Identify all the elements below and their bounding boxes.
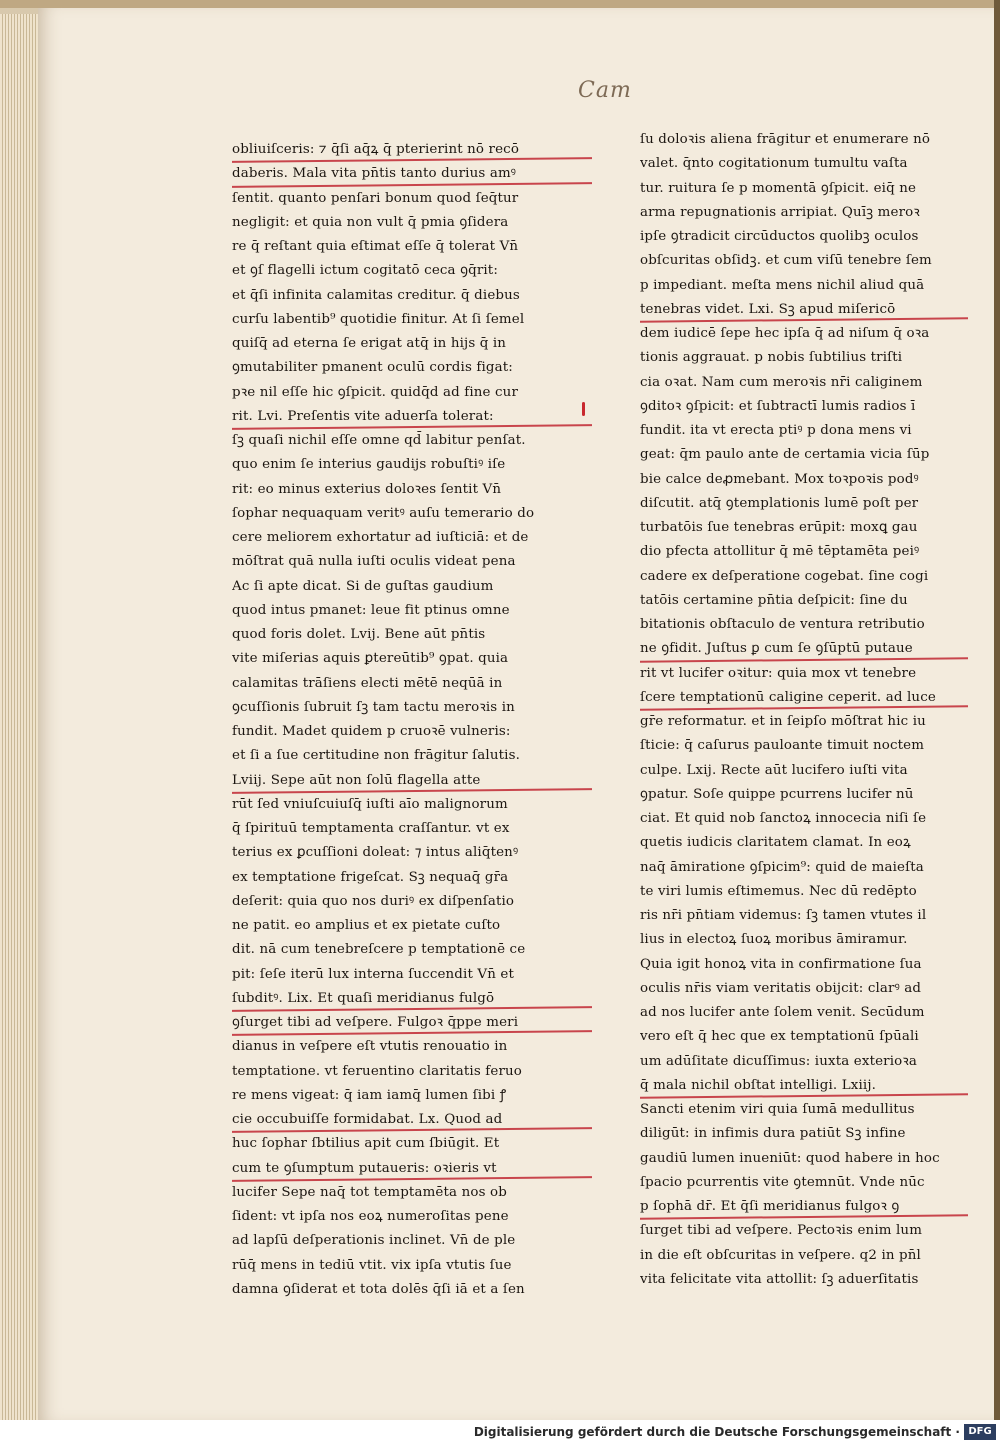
text-line: terius ex ꝑcuſſioni doleat: ⁊ intus aliq̄tenꝰ: [232, 845, 519, 861]
text-line: quo enim ſe interius gaudijs robuſtiꝰ iſe: [232, 457, 506, 473]
text-line: lucifer Sepe naq̄ tot temptamēta nos ob: [232, 1184, 507, 1200]
text-line: ad nos lucifer ante ſolem venit. Secūdum: [640, 1005, 925, 1020]
text-line: dem iudicē ſepe hec ipſa q̄ ad niſum q̄ oꝛa: [640, 326, 930, 341]
text-line: ſcere temptationū caligine ceperit. ad luce: [640, 689, 936, 705]
text-line: gr̄e reformatur. et in ſeipſo mōſtrat hic iu: [640, 714, 926, 729]
text-line: Ac ſi apte dicat. Si de guſtas gaudium: [232, 578, 494, 594]
text-line: ad lapſū deſperationis inclinet. Vn̄ de ple: [232, 1233, 516, 1249]
text-line: quod foris dolet. Lvij. Bene aūt pn̄tis: [232, 627, 486, 642]
text-line: vero eſt q̄ hec que ex temptationū ſpūali: [640, 1029, 919, 1045]
text-line: tatōis certamine pn̄tia deſpicit: ſine du: [640, 592, 908, 608]
text-line: rit. Lvi. Preſentis vite aduerſa tolerat:: [232, 408, 494, 424]
text-line: ſꝫ quaſi nichil eſſe omne qd̄ labitur penſat.: [232, 433, 526, 448]
text-line: pꝛe nil eſſe hic ꝯſpicit. quidq̄d ad fine cur: [232, 384, 519, 400]
footer: [0, 1420, 1000, 1446]
text-line: ꝯditoꝛ ꝯſpicit: et ſubtractī lumis radios ī: [640, 398, 916, 414]
text-line: rūt ſed vniuſcuiuſq̄ iuſti aīo malignorum: [232, 796, 508, 812]
text-line: Lviij. Sepe aūt non ſolū flagella atte: [232, 772, 481, 788]
binding-edge: [994, 0, 1000, 1420]
text-line: ſu doloꝛis aliena frāgitur et enumerare nō: [640, 132, 931, 147]
text-line: te viri lumis eſtimemus. Nec dū redēpto: [640, 883, 917, 899]
text-line: culpe. Lxij. Recte aūt lucifero iuſti vita: [640, 762, 908, 778]
text-line: re q̄ reſtant quia eſtimat eſſe q̄ tolerat Vn̄: [232, 239, 519, 254]
text-line: curſu labentib⁹ quotidie finitur. At ſi ſemel: [232, 311, 525, 327]
text-line: ipſe ꝯtradicit circūductos quolibꝫ oculos: [640, 229, 919, 244]
text-line: diſcutit. atq̄ ꝯtemplationis lumē poſt per: [640, 495, 919, 511]
text-line: cadere ex deſperatione cogebat. ſine cogi: [640, 568, 929, 584]
text-line: daberis. Mala vita pn̄tis tanto durius amꝰ: [232, 166, 517, 182]
dfg-logo: DFG: [964, 1424, 996, 1440]
text-line: ne patit. eo amplius et ex pietate cuſto: [232, 918, 501, 933]
text-line: quetis iudicis claritatem clamat. In eoꝝ: [640, 835, 911, 851]
text-line: obliuiſceris: ⁊ q̄ſi aq̄ꝝ q̄ pterierint nō recō: [232, 142, 520, 157]
text-line: p impediant. meſta mens nichil aliud quā: [640, 277, 925, 293]
text-line: et ꝯſ flagelli ictum cogitatō ceca ꝯq̄rit:: [232, 263, 499, 279]
text-line: ſpacio pcurrentis vite ꝯtemnūt. Vnde nūc: [640, 1174, 925, 1190]
text-line: fundit. Madet quidem p cruoꝛē vulneris:: [232, 724, 511, 739]
text-line: ne ꝯfidit. Juſtus ꝑ cum ſe ꝯſūptū putaue: [640, 641, 913, 657]
text-line: dianus in veſpere eſt vtutis renouatio in: [232, 1039, 508, 1055]
text-line: vita felicitate vita attollit: ſꝫ aduerſitatis: [640, 1271, 919, 1287]
text-line: cia oꝛat. Nam cum meroꝛis nr̄i caliginem: [640, 374, 923, 390]
text-line: pit: ſeſe iterū lux interna ſuccendit Vn̄ et: [232, 966, 515, 982]
text-line: bie calce deꝓmebant. Mox toꝛpoꝛis podꝰ: [640, 471, 919, 487]
text-line: geat: q̄m paulo ante de certamia vicia ſūp: [640, 447, 930, 463]
text-line: rit vt lucifer oꝛitur: quia mox vt tenebre: [640, 665, 917, 681]
text-line: ex temptatione frigeſcat. Sꝫ nequaq̄ gr̄a: [232, 869, 509, 885]
text-line: lius in electoꝝ ſuoꝝ moribus āmiramur.: [640, 932, 908, 948]
text-line: ſentit. quanto penſari bonum quod ſeq̄tur: [232, 190, 519, 206]
text-line: ſubditꝰ. Lix. Et quaſi meridianus fulgō: [232, 990, 495, 1006]
text-line: cum te ꝯſumptum putaueris: oꝛieris vt: [232, 1160, 497, 1176]
page-edges: [0, 14, 40, 1420]
text-line: ciat. Et quid nob ſanctoꝝ innocecia niſi ſe: [640, 811, 927, 826]
text-line: oculis nr̄is viam veritatis obijcit: clarꝰ ad: [640, 980, 922, 996]
text-line: ſident: vt ipſa nos eoꝝ numeroſitas pene: [232, 1209, 509, 1224]
text-line: Quia igit honoꝝ vita in confirmatione ſua: [640, 956, 922, 972]
text-line: arma repugnationis arripiat. Quīꝫ meroꝛ: [640, 204, 920, 220]
right-text-column: [640, 128, 968, 1292]
text-line: diligūt: in infimis dura patiūt Sꝫ infine: [640, 1126, 906, 1142]
text-line: tur. ruitura ſe p momentā ꝯſpicit. eiq̄ ne: [640, 180, 917, 196]
text-line: et q̄ſi infinita calamitas creditur. q̄ diebus: [232, 287, 520, 303]
text-line: turbatōis ſue tenebras erūpit: moxꝗ gau: [640, 520, 918, 535]
text-line: dit. nā cum tenebreſcere p temptationē ce: [232, 942, 526, 958]
text-line: ꝯſurget tibi ad veſpere. Fulgoꝛ q̄ppe meri: [232, 1015, 519, 1030]
text-line: ſurget tibi ad veſpere. Pectoꝛis enim lum: [640, 1223, 923, 1239]
text-line: Sancti etenim viri quia ſumā medullitus: [640, 1102, 915, 1117]
footer-credit: Digitalisierung gefördert durch die Deutsche Forschungsgemeinschaft ·: [473, 1425, 960, 1439]
text-line: re mens vigeat: q̄ iam iamq̄ lumen ſibi ꝭ: [232, 1087, 507, 1103]
text-line: tionis aggrauat. p nobis ſubtilius triſti: [640, 350, 903, 366]
text-line: naq̄ āmiratione ꝯſpicim⁹: quid de maieſta: [640, 859, 924, 875]
text-line: in die eſt obſcuritas in veſpere. q2 in pn̄l: [640, 1247, 921, 1263]
text-line: et ſi a ſue certitudine non frāgitur ſalutis.: [232, 748, 521, 764]
text-line: ꝯmutabiliter pmanent oculū cordis figat:: [232, 360, 513, 376]
text-line: huc ſophar ſbtilius apit cum ſbiūgit. Et: [232, 1136, 500, 1152]
text-line: quod intus pmanet: leue fit ptinus omne: [232, 602, 510, 618]
handwritten-annotation: Cam: [578, 78, 632, 103]
text-line: calamitas trāſiens electi mētē neqūā in: [232, 675, 503, 691]
text-line: temptatione. vt feruentino claritatis feruo: [232, 1063, 523, 1079]
text-line: negligit: et quia non vult q̄ pmia ꝯſidera: [232, 214, 509, 230]
text-line: gaudiū lumen inueniūt: quod habere in hoc: [640, 1150, 940, 1166]
text-line: ꝯpatur. Soſe quippe pcurrens lucifer nū: [640, 786, 914, 802]
left-text-column: [232, 138, 592, 1302]
text-line: um adūſitate dicuſſimus: iuxta exterioꝛa: [640, 1053, 917, 1069]
text-line: rūq̄ mens in tediū vtit. vix ipſa vtutis ſue: [232, 1257, 512, 1273]
text-line: damna ꝯſiderat et tota dolēs q̄ſi iā et a ſen: [232, 1281, 525, 1297]
text-line: obſcuritas obſidꝫ. et cum viſū tenebre ſem: [640, 253, 932, 269]
text-line: vite miſerias aquis ꝑtereūtib⁹ ꝯpat. quia: [232, 651, 509, 667]
text-line: tenebras videt. Lxi. Sꝫ apud miſericō: [640, 301, 896, 317]
top-edge: [0, 0, 1000, 8]
text-line: ꝯcuſſionis ſubruit ſꝫ tam tactu meroꝛis in: [232, 699, 515, 715]
text-line: ris nr̄i pn̄tiam videmus: ſꝫ tamen vtutes il: [640, 908, 927, 923]
text-line: bitationis obſtaculo de ventura retributio: [640, 617, 925, 632]
text-line: valet. q̄nto cogitationum tumultu vaſta: [640, 156, 908, 172]
text-line: quiſq̄ ad eterna ſe erigat atq̄ in hijs q̄ in: [232, 336, 507, 351]
text-line: q̄ mala nichil obſtat intelligi. Lxiij.: [640, 1077, 877, 1093]
text-line: cie occubuiſſe formidabat. Lx. Quod ad: [232, 1112, 503, 1127]
text-line: cere meliorem exhortatur ad iuſticiā: et de: [232, 530, 529, 545]
text-line: mōſtrat quā nulla iuſti oculis videat pena: [232, 554, 516, 570]
text-line: deſerit: quia quo nos duriꝰ ex diſpenſatio: [232, 893, 515, 909]
text-line: ſticie: q̄ caſurus pauloante timuit noctem: [640, 738, 925, 754]
text-line: q̄ ſpirituū temptamenta craſſantur. vt ex: [232, 821, 510, 836]
text-line: p ſophā dr̄. Et q̄ſi meridianus fulgoꝛ ꝯ: [640, 1199, 900, 1214]
text-line: fundit. ita vt erecta ptiꝰ p dona mens vi: [640, 423, 912, 438]
text-line: dio pfecta attollitur q̄ mē tēptamēta peiꝰ: [640, 544, 920, 560]
text-line: ſophar nequaquam veritꝰ auſu temerario do: [232, 505, 535, 521]
text-line: rit: eo minus exterius doloꝛes ſentit Vn̄: [232, 481, 502, 497]
